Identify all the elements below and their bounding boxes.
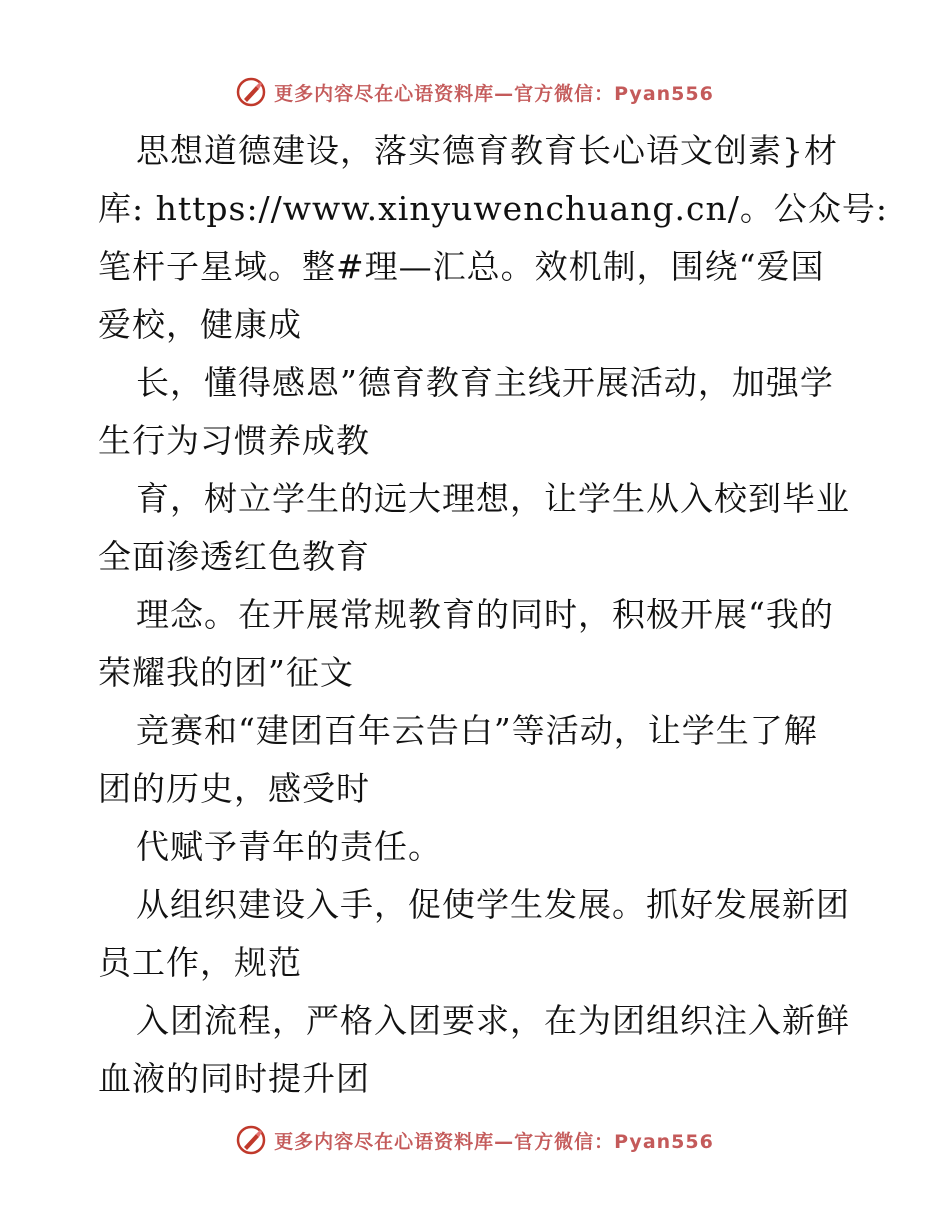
body-line: 库: https://www.xinyuwenchuang.cn/。公众号:	[98, 189, 888, 228]
body-line: 生行为习惯养成教	[98, 421, 370, 460]
body-line: 长，懂得感恩”德育教育主线开展活动，加强学	[136, 363, 834, 402]
body-line: 全面渗透红色教育	[98, 537, 370, 576]
body-line: 代赋予青年的责任。	[136, 827, 442, 866]
page-header-banner	[0, 72, 950, 112]
body-line: 竞赛和“建团百年云告白”等活动，让学生了解	[136, 711, 818, 750]
body-line: 血液的同时提升团	[98, 1059, 370, 1098]
body-line: 入团流程，严格入团要求，在为团组织注入新鲜	[136, 1001, 850, 1040]
body-line: 笔杆子星域。整#理—汇总。效机制，围绕“爱国	[98, 247, 825, 286]
body-line: 从组织建设入手，促使学生发展。抓好发展新团	[136, 885, 850, 924]
body-line: 理念。在开展常规教育的同时，积极开展“我的	[136, 595, 834, 634]
red-quill-circle-icon	[236, 77, 266, 107]
body-line: 员工作，规范	[98, 943, 302, 982]
body-line: 育，树立学生的远大理想，让学生从入校到毕业	[136, 479, 850, 518]
footer-text: 更多内容尽在心语资料库—官方微信：Pyan556	[274, 1130, 714, 1153]
header-text: 更多内容尽在心语资料库—官方微信：Pyan556	[274, 82, 714, 105]
page-footer-banner	[0, 1120, 950, 1160]
document-body	[98, 122, 888, 1108]
body-line: 思想道德建设，落实德育教育长心语文创素}材	[136, 131, 838, 170]
body-line: 团的历史，感受时	[98, 769, 370, 808]
body-line: 爱校，健康成	[98, 305, 302, 344]
body-line: 荣耀我的团”征文	[98, 653, 354, 692]
red-quill-circle-icon	[236, 1125, 266, 1155]
